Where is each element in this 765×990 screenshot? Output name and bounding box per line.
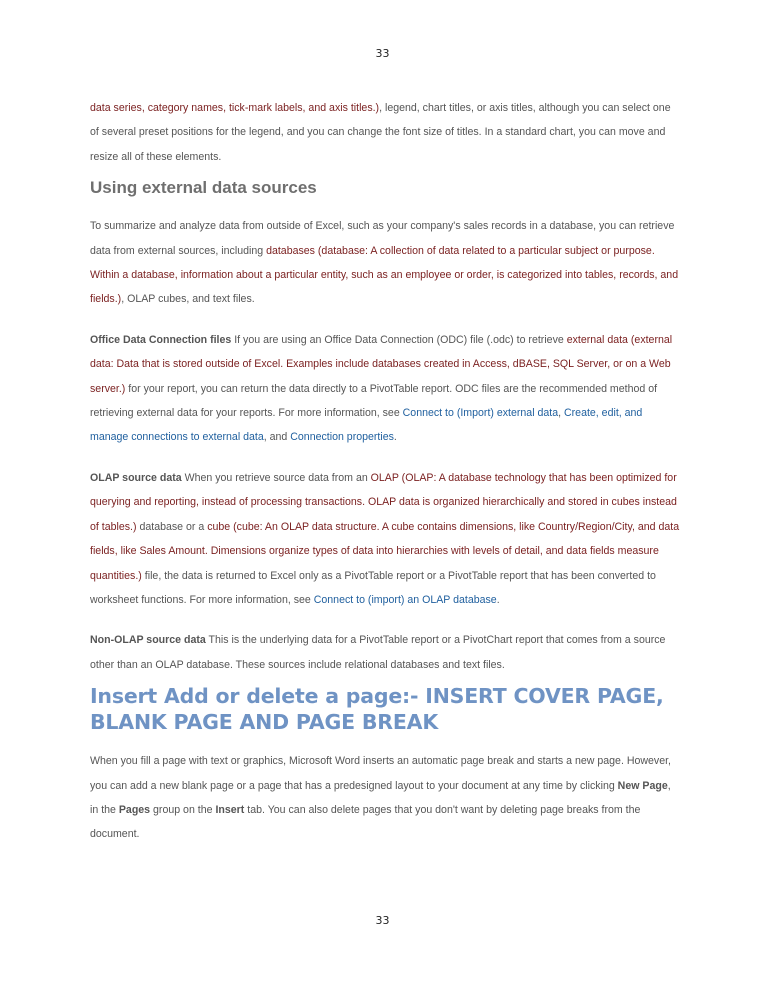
text-run: , (558, 407, 564, 420)
text-run: group on the (150, 803, 216, 816)
definition-cube: cube (cube: An OLAP data structure. A cube contains dimensions, like Country/Region/City, and data fields, like Sales Amount. Dimensions organize types of data into hierarchies with levels of detail, and data fields measure quantities.) (90, 520, 680, 582)
link-manage-connections[interactable]: Create, edit, and manage connections to external data (90, 407, 643, 444)
text-run: , in the (90, 779, 671, 816)
bold-insert: Insert (215, 803, 245, 816)
bold-pages: Pages (118, 803, 151, 816)
text-run: , and (263, 431, 291, 444)
text-run: , legend, chart titles, or axis titles, although you can select one of several preset positions for the legend, and you can change the font size of titles. In a standard chart, you can move and resize all of these elements. (90, 102, 671, 163)
page-number-bottom: 33 (375, 914, 390, 927)
text-run: , OLAP cubes, and text files. (121, 293, 255, 306)
section-heading-external: Using external data sources (90, 178, 317, 198)
text-run: tab. You can also delete pages that you don't want by deleting page breaks from the document. (90, 803, 641, 841)
definition-databases: databases (database: A collection of data related to a particular subject or purpose. Within a database, information about a particular entity, such as an employee or order, is categorized into tables, records, and fields.) (90, 244, 679, 306)
text-run: When you retrieve source data from an (181, 471, 371, 484)
link-connect-import[interactable]: Connect to (Import) external data (402, 407, 559, 420)
link-olap-database[interactable]: Connect to (import) an OLAP database (313, 593, 497, 606)
text-run: This is the underlying data for a PivotTable report or a PivotChart report that comes from a source other than an OLAP database. These sources include relational databases and text files. (90, 634, 666, 671)
non-olap-label: Non-OLAP source data (90, 634, 206, 647)
insert-paragraph (90, 749, 680, 847)
text-run: If you are using an Office Data Connection (ODC) file (.odc) to retrieve (231, 333, 567, 346)
text-run: database or a (136, 520, 208, 533)
olap-label: OLAP source data (90, 471, 182, 484)
odc-label: Office Data Connection files (90, 333, 232, 346)
definition-text: data series, category names, tick-mark labels, and axis titles.) (90, 102, 380, 114)
text-run: When you fill a page with text or graphics, Microsoft Word inserts an automatic page break and starts a new page. However, you can add a new blank page or a page that has a predesigned layout to your document at any time by clicking (90, 755, 671, 792)
olap-paragraph (90, 466, 680, 612)
text-run: . (393, 431, 397, 444)
bold-new-page: New Page (617, 779, 668, 792)
document-body (90, 96, 680, 847)
text-run: file, the data is returned to Excel only as a PivotTable report or a PivotTable report that has been converted to worksheet functions. For more information, see (90, 569, 656, 606)
link-connection-properties[interactable]: Connection properties (290, 431, 394, 444)
definition-olap: OLAP (OLAP: A database technology that has been optimized for querying and reporting, instead of processing transactions. OLAP data is organized hierarchically and stored in cubes instead of tables.) (90, 471, 677, 533)
non-olap-paragraph (90, 628, 680, 677)
section-heading-insert: Insert Add or delete a page:- INSERT COVER PAGE, BLANK PAGE AND PAGE BREAK (90, 684, 664, 735)
text-run: To summarize and analyze data from outside of Excel, such as your company's sales records in a database, you can retrieve data from external sources, including (90, 220, 675, 257)
odc-paragraph (90, 328, 680, 450)
intro-paragraph (90, 96, 680, 169)
external-paragraph (90, 214, 680, 312)
definition-external-data: external data (external data: Data that is stored outside of Excel. Examples include databases created in Access, dBASE, SQL Server, or on a Web server.) (90, 333, 673, 395)
page-number-top: 33 (375, 47, 390, 60)
text-run: for your report, you can return the data directly to a PivotTable report. ODC files are the recommended method of retrieving external data for your reports. For more information, see (90, 382, 658, 420)
text-run: . (496, 593, 500, 606)
